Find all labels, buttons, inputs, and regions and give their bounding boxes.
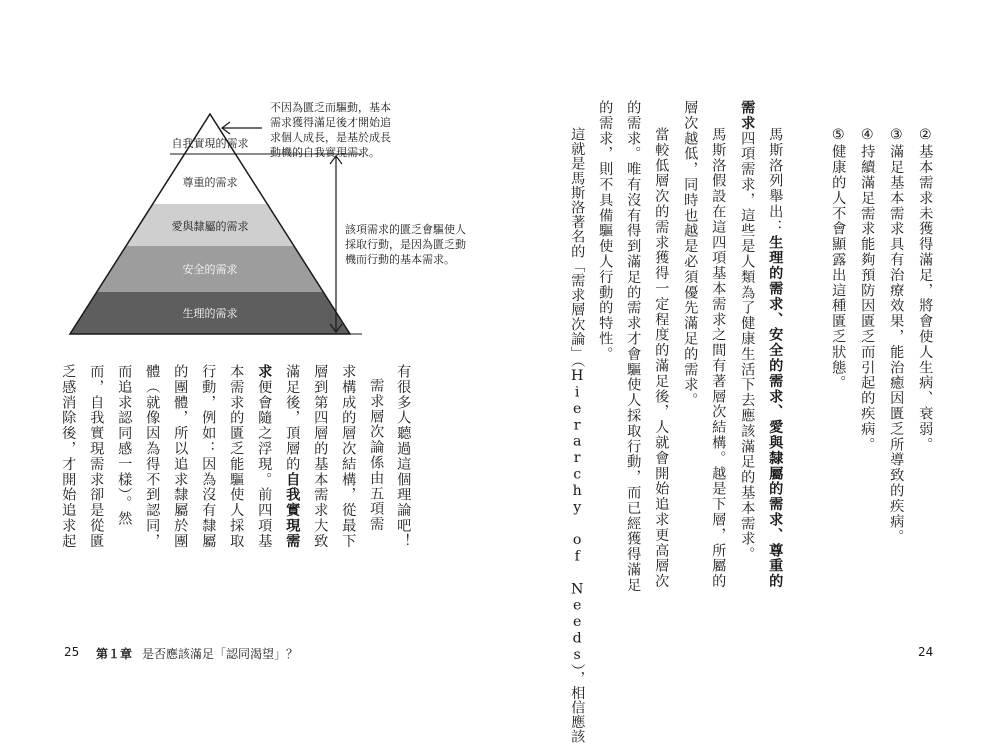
level-label-esteem: 尊重的需求 [182, 176, 238, 189]
text-run: 滿足後，頂層的 [284, 364, 301, 472]
annotation-line: 該項需求的匱乏會驅使人 [345, 223, 466, 236]
left-col-6: 本需求的匱乏能驅使人採取 [228, 364, 245, 549]
chapter-label: 第１章 [96, 647, 133, 661]
left-page [0, 0, 500, 710]
level-label-physiological: 生理的需求 [182, 307, 238, 320]
list-text: 健康的人不會顯露出這種匱乏狀態。 [830, 144, 847, 391]
list-item-5 [831, 127, 845, 391]
annotation-line: 不因為匱乏而驅動，基本 [270, 101, 391, 114]
list-number: ② [917, 127, 934, 145]
page-number-24: 24 [918, 645, 934, 659]
left-col-8: 的團體，所以追求隸屬於團 [172, 364, 189, 549]
left-col-12: 乏感消除後，才開始追求起 [60, 364, 77, 549]
paragraph-2-col-2: 層次越低，同時也越是必須優先滿足的需求。 [682, 100, 699, 408]
text-run: 馬斯洛列舉出： [767, 127, 784, 235]
level-label-love-belonging: 愛與隸屬的需求 [171, 220, 249, 233]
right-page [500, 0, 1000, 744]
annotation-self-actualization [270, 100, 391, 160]
paragraph-3-col-2: 的需求。唯有沒有得到滿足的需求才會驅使人採取行動，而已經獲得滿足 [625, 100, 642, 593]
arrow-icon [222, 122, 262, 134]
annotation-line: 需求獲得滿足後才開始追 [270, 116, 391, 129]
left-col-continuation: 有很多人聽過這個理論吧！ [395, 364, 412, 549]
left-col-4 [285, 364, 299, 549]
list-number: ④ [859, 127, 876, 145]
list-number: ③ [888, 127, 905, 145]
list-item-4 [860, 127, 874, 452]
page-number-25: 25 [64, 645, 80, 659]
left-col-1: 需求層次論係由五項需 [368, 378, 385, 532]
text-run: 便會隨之浮現。前四項基 [256, 379, 273, 549]
list-text: 持續滿足需求能夠預防因匱乏而引起的疾病。 [859, 144, 876, 453]
list-item-2 [918, 127, 932, 452]
annotation-line: 採取行動，是因為匱乏動 [345, 238, 466, 251]
paragraph-2-col-1: 馬斯洛假設在這四項基本需求之間有著層次結構。越是下層，所屬的 [710, 127, 727, 589]
bold-run: 生理的需求、安全的需求、愛與隸屬的需求、尊重的 [767, 234, 784, 590]
annotation-line: 機而行動的基本需求。 [345, 253, 455, 266]
annotation-line: 動機的自我實現需求。 [270, 146, 380, 159]
left-col-2: 求構成的層次結構，從最下 [340, 364, 357, 549]
left-col-10: 而追求認同感一樣）。然 [116, 364, 133, 527]
left-col-3: 層到第四層的基本需求大致 [312, 364, 329, 549]
list-number: ⑤ [830, 127, 847, 145]
text-run: 四項需求，這些是人類為了健康生活下去應該滿足的基本需求。 [739, 130, 756, 563]
paragraph-3-col-1: 當較低層次的需求獲得一定程度的滿足後，人就會開始追求更高層次 [653, 127, 670, 589]
paragraph-4-col-1: 這就是馬斯洛著名的「需求層次論」（Hierarchy of Needs），相信應該 [569, 127, 586, 744]
annotation-line: 求個人成長，是基於成長 [270, 131, 391, 144]
chapter-title: 是否應該滿足「認同渴望」？ [142, 647, 299, 661]
bold-run: 需求 [739, 100, 756, 131]
left-col-11: 而，自我實現需求卻是從匱 [88, 364, 105, 549]
left-col-5 [257, 364, 271, 549]
list-text: 基本需求未獲得滿足，將會使人生病、衰弱。 [917, 144, 934, 453]
level-label-safety: 安全的需求 [182, 263, 238, 276]
list-item-3 [889, 127, 903, 545]
bold-run: 求 [256, 364, 273, 380]
bold-run: 自我實現需 [284, 471, 301, 549]
list-text: 滿足基本需求具有治療效果，能治癒因匱乏所導致的疾病。 [888, 144, 905, 545]
annotation-basic-needs [345, 222, 466, 267]
paragraph-1-col-2 [740, 100, 754, 562]
left-col-9: 體（就像因為得不到認同， [144, 364, 161, 549]
level-label-self-actualization: 自我實現的需求 [171, 137, 249, 150]
paragraph-3-col-3: 的需求，則不具備驅使人行動的特性。 [597, 100, 614, 362]
paragraph-1-col-1 [768, 127, 782, 589]
left-col-7: 行動，例如：因為沒有隸屬 [200, 364, 217, 549]
